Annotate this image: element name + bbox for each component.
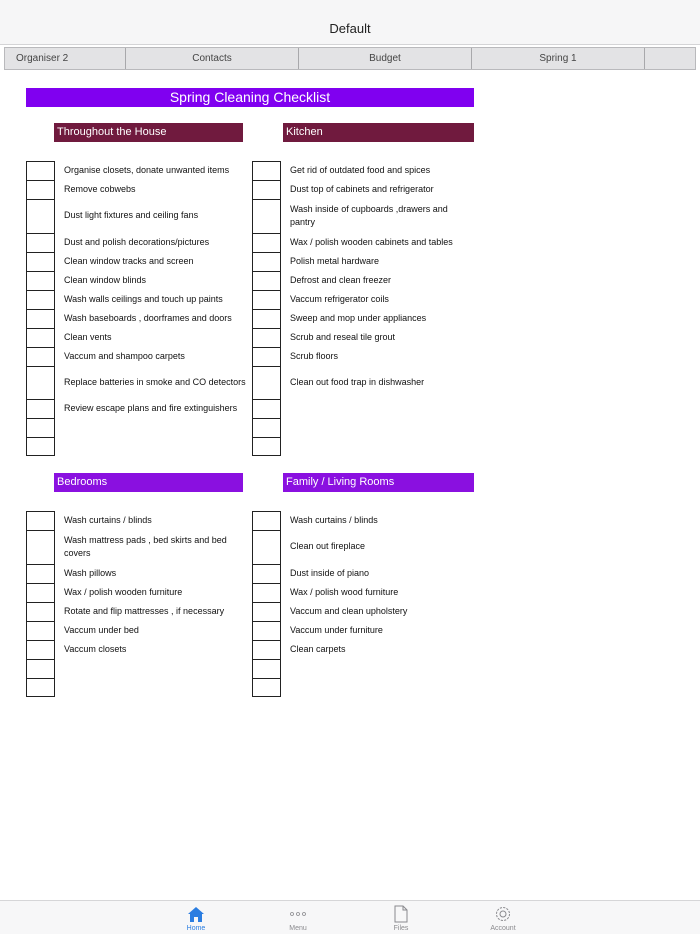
checklist-row: [252, 602, 474, 621]
checklist-item-label: Clean out fireplace: [290, 541, 366, 552]
checkbox[interactable]: [26, 328, 55, 347]
checkbox[interactable]: [252, 271, 281, 290]
checklist-item-label: Clean vents: [64, 331, 112, 342]
checkbox[interactable]: [26, 659, 55, 678]
tab-spring-1[interactable]: Spring 1: [472, 48, 645, 69]
checklist-row: [26, 347, 246, 366]
checklist-item-label: Vaccum under furniture: [290, 624, 383, 635]
checkbox[interactable]: [26, 290, 55, 309]
checkbox[interactable]: [252, 252, 281, 271]
checklist-item-label: Sweep and mop under appliances: [290, 312, 427, 323]
checkbox[interactable]: [252, 161, 281, 180]
checklist-item-label: Vaccum under bed: [64, 624, 139, 635]
checklist-item-label: Remove cobwebs: [64, 183, 136, 194]
checkbox[interactable]: [26, 530, 55, 564]
checklist-item-label: Wax / polish wooden furniture: [64, 586, 183, 597]
checklist-kitchen: [252, 161, 474, 456]
checkbox[interactable]: [252, 678, 281, 697]
checklist-row: [252, 621, 474, 640]
checklist-item-label: [281, 418, 290, 437]
home-icon: [166, 904, 226, 924]
checkbox[interactable]: [252, 602, 281, 621]
checkbox[interactable]: [252, 583, 281, 602]
checklist-row: [252, 199, 474, 233]
checklist-row: [252, 252, 474, 271]
checklist-row: [26, 640, 246, 659]
checklist-row: [26, 437, 246, 456]
checklist-item-label: Vaccum and shampoo carpets: [64, 350, 185, 361]
checklist-row: [252, 328, 474, 347]
checkbox[interactable]: [26, 252, 55, 271]
section-header-family: Family / Living Rooms: [283, 473, 474, 492]
checkbox[interactable]: [26, 564, 55, 583]
checkbox[interactable]: [252, 659, 281, 678]
checklist-row: [26, 659, 246, 678]
checklist-row: [252, 309, 474, 328]
checkbox[interactable]: [26, 583, 55, 602]
checkbox[interactable]: [252, 511, 281, 530]
checklist-row: [26, 309, 246, 328]
checklist-item-label: [281, 437, 290, 456]
checkbox[interactable]: [252, 309, 281, 328]
checklist-row: [252, 271, 474, 290]
checklist-item-label: Review escape plans and fire extinguishers: [64, 402, 238, 413]
checklist-row: [26, 583, 246, 602]
gear-icon: [473, 904, 533, 924]
bottom-tab-home[interactable]: Home: [166, 904, 226, 932]
checkbox[interactable]: [26, 399, 55, 418]
checkbox[interactable]: [26, 437, 55, 456]
checkbox[interactable]: [26, 640, 55, 659]
checkbox[interactable]: [26, 233, 55, 252]
checkbox[interactable]: [26, 602, 55, 621]
checklist-item-label: [281, 659, 290, 678]
tab-empty[interactable]: [645, 48, 695, 69]
checkbox[interactable]: [252, 399, 281, 418]
checklist-item-label: Scrub and reseal tile grout: [290, 331, 396, 342]
checklist-item-label: [55, 437, 64, 456]
checklist-item-label: Vaccum and clean upholstery: [290, 605, 408, 616]
checklist-row: [26, 621, 246, 640]
checklist-item-label: [55, 659, 64, 678]
checkbox[interactable]: [26, 418, 55, 437]
checklist-item-label: Rotate and flip mattresses , if necessary: [64, 605, 225, 616]
checklist-item-label: Scrub floors: [290, 350, 339, 361]
checklist-item-label: Wash pillows: [64, 567, 117, 578]
checklist-row: [252, 347, 474, 366]
checklist-family: [252, 511, 474, 697]
checklist-row: [252, 678, 474, 697]
checklist-row: [252, 530, 474, 564]
checkbox[interactable]: [26, 161, 55, 180]
checklist-item-label: Vaccum closets: [64, 643, 127, 654]
checklist-item-label: Replace batteries in smoke and CO detectors: [64, 376, 246, 387]
checklist-row: [252, 640, 474, 659]
checklist-row: [26, 233, 246, 252]
page-title: Spring Cleaning Checklist: [26, 88, 474, 107]
checklist-item-label: Wash curtains / blinds: [64, 514, 152, 525]
bottom-tab-bar: [0, 900, 700, 934]
checkbox[interactable]: [252, 621, 281, 640]
checklist-item-label: Clean window blinds: [64, 274, 147, 285]
checklist-row: [26, 602, 246, 621]
checklist-row: [26, 418, 246, 437]
checklist-item-label: Wash mattress pads , bed skirts and bed covers: [64, 534, 227, 558]
checklist-item-label: Wash inside of cupboards ,drawers and pantry: [290, 203, 448, 227]
bottom-tab-files[interactable]: Files: [371, 904, 431, 932]
checklist-item-label: Organise closets, donate unwanted items: [64, 164, 230, 175]
checklist-row: [26, 290, 246, 309]
checklist-item-label: [281, 678, 290, 697]
checklist-row: [26, 252, 246, 271]
checkbox[interactable]: [26, 366, 55, 399]
nav-title: Default: [329, 21, 371, 36]
checkbox[interactable]: [252, 199, 281, 233]
checklist-item-label: Dust and polish decorations/pictures: [64, 236, 210, 247]
checklist-row: [26, 161, 246, 180]
checklist-row: [252, 511, 474, 530]
checklist-row: [26, 530, 246, 564]
checklist-row: [26, 199, 246, 233]
checklist-row: [26, 366, 246, 399]
checklist-row: [252, 564, 474, 583]
checklist-item-label: [55, 678, 64, 697]
checkbox[interactable]: [252, 437, 281, 456]
checkbox[interactable]: [252, 180, 281, 199]
checklist-item-label: Defrost and clean freezer: [290, 274, 392, 285]
checkbox[interactable]: [252, 233, 281, 252]
checklist-item-label: Clean carpets: [290, 643, 346, 654]
checkbox[interactable]: [252, 564, 281, 583]
checklist-item-label: Vaccum refrigerator coils: [290, 293, 389, 304]
checklist-row: [26, 564, 246, 583]
checklist-row: [252, 161, 474, 180]
checklist-item-label: Polish metal hardware: [290, 255, 380, 266]
checklist-row: [26, 678, 246, 697]
checklist-item-label: Clean window tracks and screen: [64, 255, 194, 266]
checklist-item-label: Dust top of cabinets and refrigerator: [290, 183, 434, 194]
checklist-row: [252, 583, 474, 602]
checklist-item-label: Wash curtains / blinds: [290, 514, 378, 525]
checklist-item-label: Wax / polish wood furniture: [290, 586, 399, 597]
checklist-item-label: Dust light fixtures and ceiling fans: [64, 210, 199, 221]
checklist-item-label: Wash baseboards , doorframes and doors: [64, 312, 232, 323]
checklist-row: [252, 437, 474, 456]
checklist-item-label: Get rid of outdated food and spices: [290, 164, 431, 175]
checklist-row: [26, 271, 246, 290]
checkbox[interactable]: [26, 678, 55, 697]
checklist-row: [252, 418, 474, 437]
checkbox[interactable]: [26, 347, 55, 366]
checklist-row: [26, 328, 246, 347]
checkbox[interactable]: [252, 290, 281, 309]
checklist-item-label: [281, 399, 290, 418]
file-icon: [371, 904, 431, 924]
tab-budget[interactable]: Budget: [299, 48, 472, 69]
bottom-tab-account[interactable]: Account: [473, 904, 533, 932]
checklist-row: [26, 511, 246, 530]
checkbox[interactable]: [252, 347, 281, 366]
checklist-item-label: Dust inside of piano: [290, 567, 370, 578]
checklist-item-label: Wash walls ceilings and touch up paints: [64, 293, 223, 304]
checklist-row: [252, 233, 474, 252]
checklist-item-label: [55, 418, 64, 437]
checkbox[interactable]: [252, 328, 281, 347]
section-header-bedrooms: Bedrooms: [54, 473, 243, 492]
checklist-row: [26, 399, 246, 418]
checklist-row: [252, 366, 474, 399]
bottom-tab-menu[interactable]: Menu: [268, 904, 328, 932]
section-header-house: Throughout the House: [54, 123, 243, 142]
checklist-bedrooms: [26, 511, 246, 697]
checklist-house: [26, 161, 246, 456]
checkbox[interactable]: [252, 418, 281, 437]
checkbox[interactable]: [252, 640, 281, 659]
checkbox[interactable]: [26, 199, 55, 233]
checkbox[interactable]: [26, 309, 55, 328]
nav-bar: [0, 0, 700, 45]
checklist-row: [26, 180, 246, 199]
checkbox[interactable]: [26, 180, 55, 199]
checkbox[interactable]: [252, 530, 281, 564]
sheet-tab-strip: [4, 47, 696, 70]
more-icon: [268, 904, 328, 924]
checklist-row: [252, 659, 474, 678]
checkbox[interactable]: [26, 271, 55, 290]
checklist-row: [252, 290, 474, 309]
tab-organiser-2[interactable]: Organiser 2: [5, 48, 126, 69]
section-header-kitchen: Kitchen: [283, 123, 474, 142]
checkbox[interactable]: [252, 366, 281, 399]
checklist-item-label: Clean out food trap in dishwasher: [290, 376, 425, 387]
checkbox[interactable]: [26, 621, 55, 640]
checkbox[interactable]: [26, 511, 55, 530]
checklist-item-label: Wax / polish wooden cabinets and tables: [290, 236, 453, 247]
checklist-row: [252, 180, 474, 199]
tab-contacts[interactable]: Contacts: [126, 48, 299, 69]
checklist-row: [252, 399, 474, 418]
